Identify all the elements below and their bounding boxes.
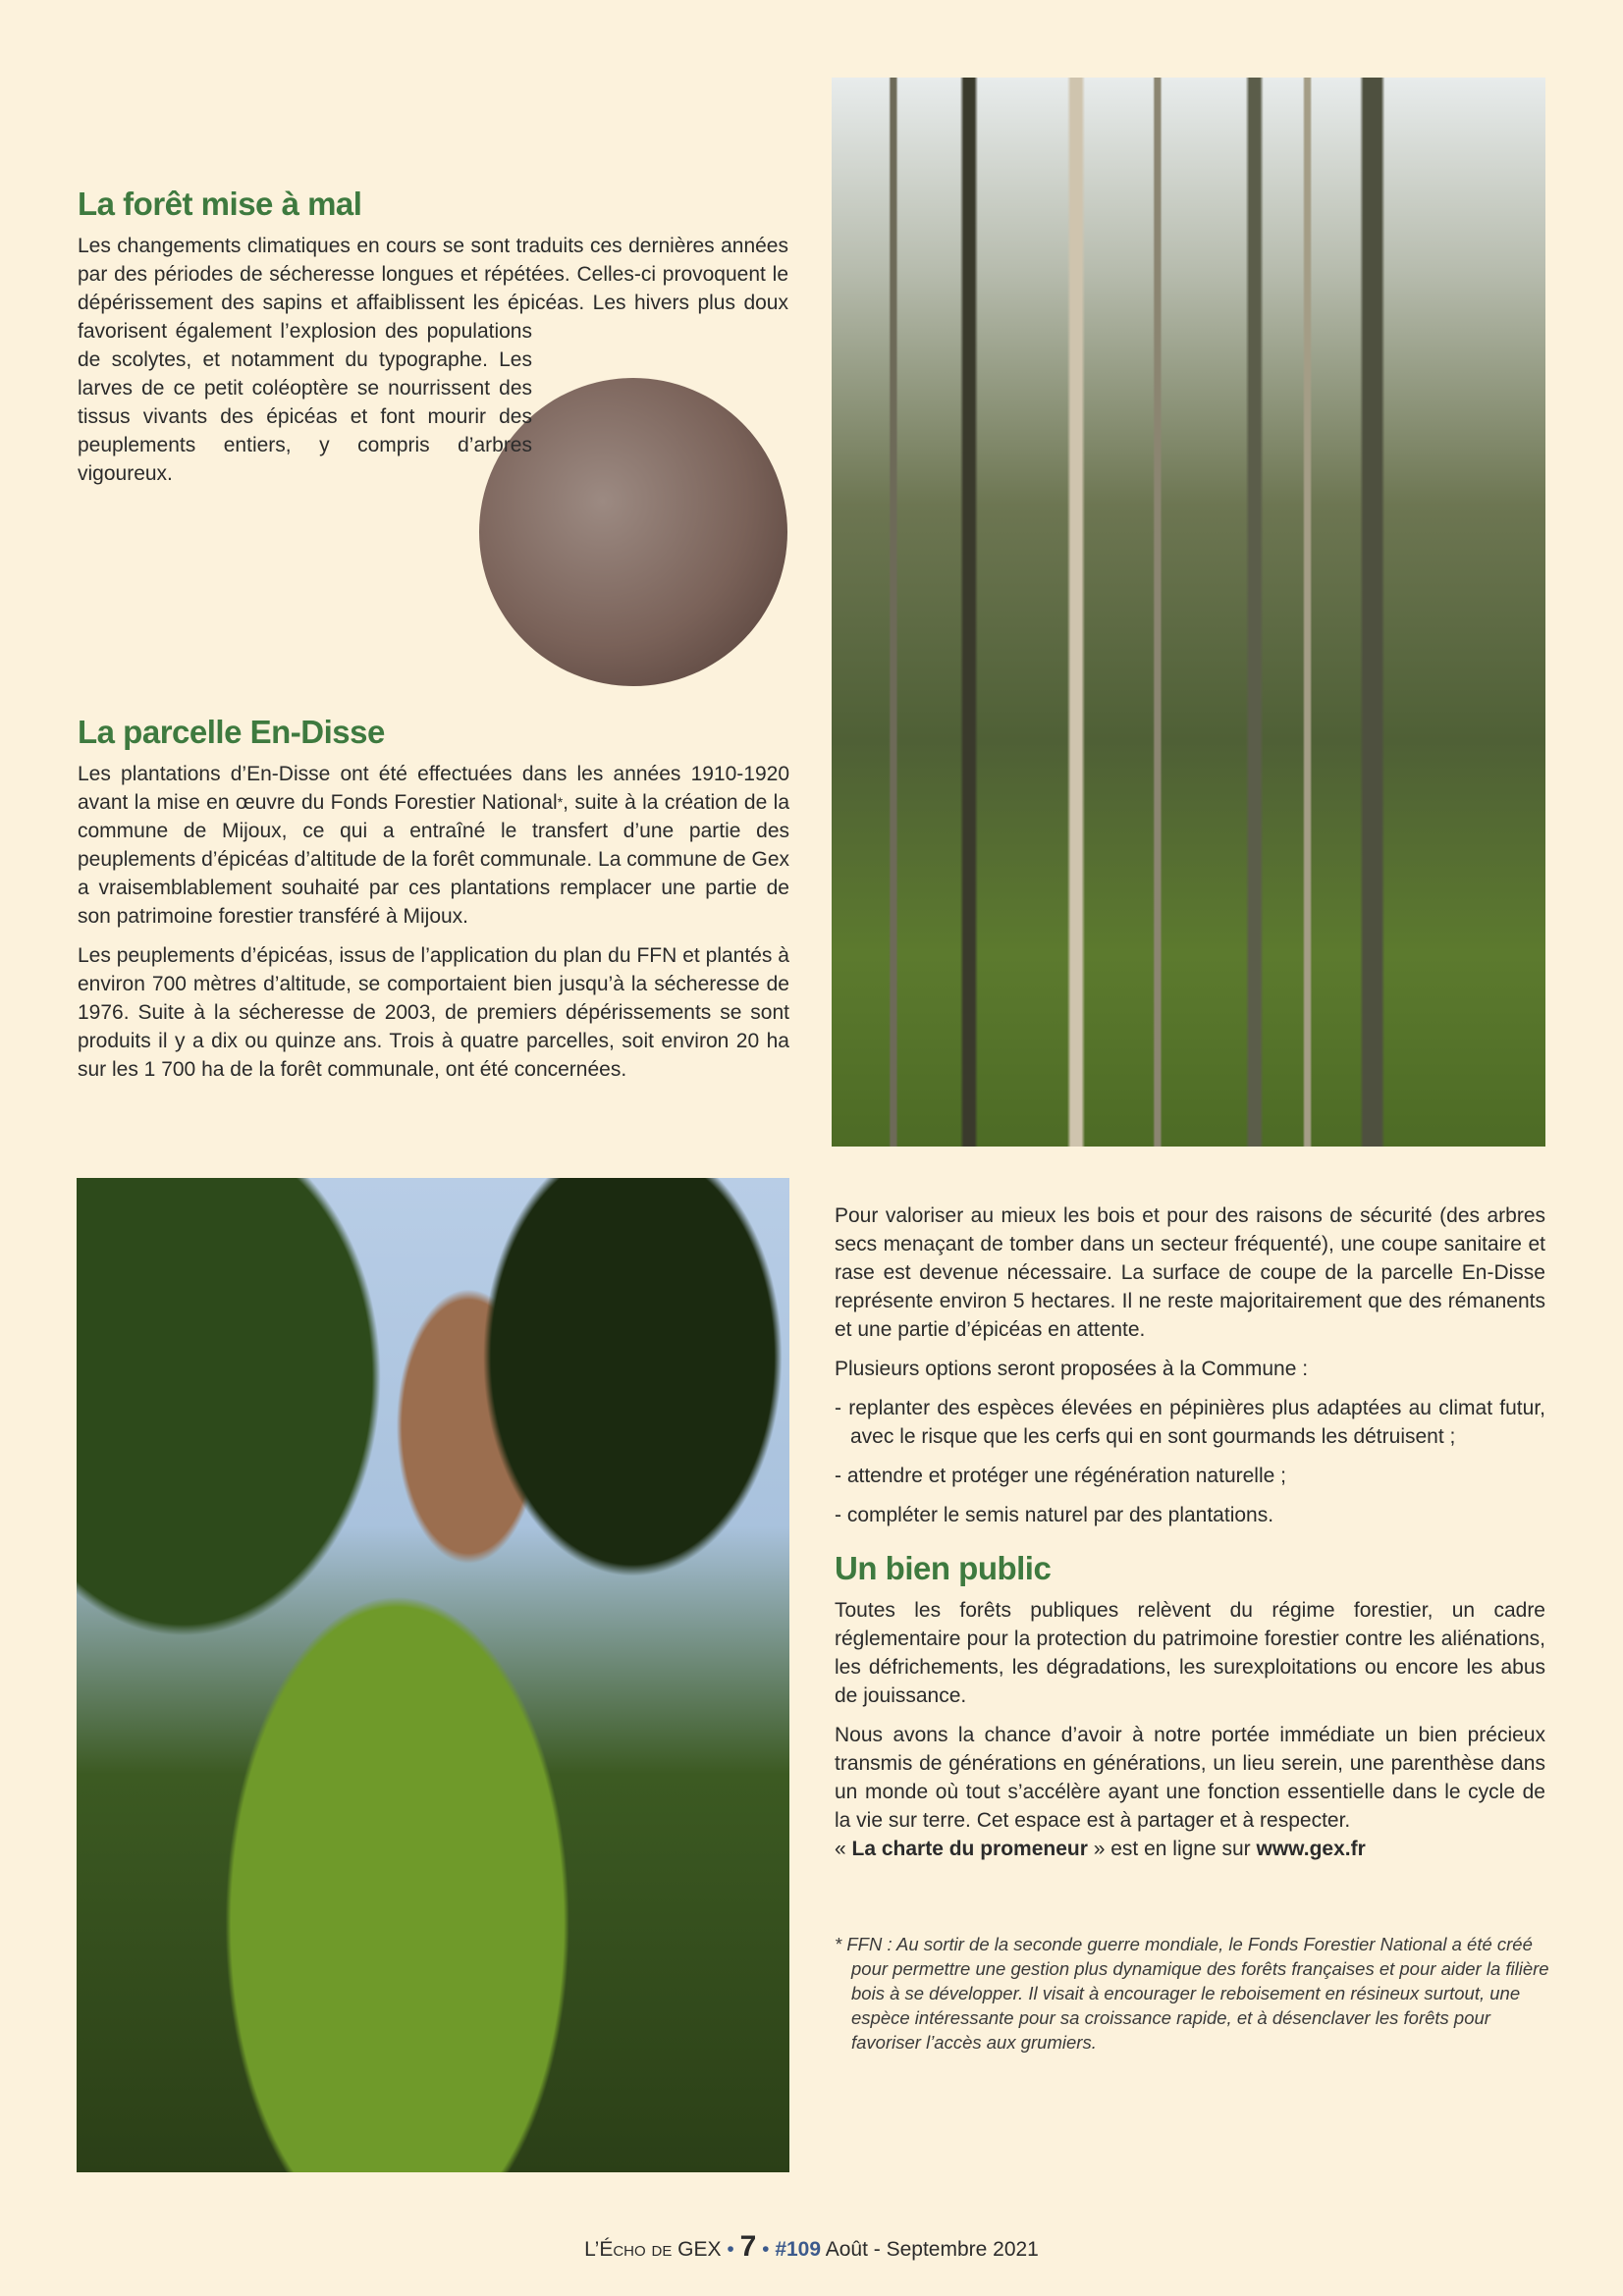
section-paragraph: Plusieurs options seront proposées à la Commune : — [835, 1358, 1309, 1380]
issue-date: Août - Septembre 2021 — [825, 2238, 1039, 2261]
section-title: La parcelle En-Disse — [78, 714, 385, 750]
section-foret-mise-a-mal — [78, 185, 789, 562]
section-parcelle-en-disse — [78, 713, 789, 1095]
forest-photo-tall-trees — [832, 78, 1545, 1147]
section-paragraph: Les plantations d’En-Disse ont été effectuées dans les années 1910-1920 avant la mise en œuvre du Fonds Forestier National*, suite à la création de la commune de Mijoux, ce qui a entraîné le transfert d’une partie des peuplements d’épicéas d’altitude de la forêt communale. La commune de Gex a vraisemblablement souhaité par ces plantations remplacer une partie de son patrimoine forestier transféré à Mijoux. — [78, 763, 789, 928]
section-paragraph: Toutes les forêts publiques relèvent du régime forestier, un cadre réglementaire pour la protection du patrimoine forestier contre les aliénations, les défrichements, les dégradations, les surexploitations ou encore les abus de jouissance. — [835, 1599, 1545, 1707]
section-paragraph: Pour valoriser au mieux les bois et pour des raisons de sécurité (des arbres secs menaçant de tomber dans un secteur fréquenté), une coupe sanitaire et rase est devenue nécessaire. La surface de coupe de la parcelle En-Disse représente environ 5 hectares. Il ne reste majoritairement que des rémanents et une partie d’épicéas en attente. — [835, 1204, 1545, 1341]
section-bien-public — [835, 1549, 1545, 1874]
section-paragraph: Les peuplements d’épicéas, issus de l’application du plan du FFN et plantés à environ 700 mètres d’altitude, se comportaient bien jusqu’à la sécheresse de 1976. Suite à la sécheresse de 2003, de premiers dépérissements se sont produits il y a dix ou quinze ans. Trois à quatre parcelles, soit environ 20 ha sur les 1 700 ha de la forêt communale, ont été concernées. — [78, 944, 789, 1081]
footnote: * FFN : Au sortir de la seconde guerre mondiale, le Fonds Forestier National a été créé pour permettre une gestion plus dynamique des forêts françaises et pour aider la filière bois à se développer. Il visait à encourager le reboisement en résineux surtout, une espèce intéressante pour sa croissance rapide, et à désenclaver les forêts pour favoriser l’accès aux grumiers. — [835, 1934, 1549, 2053]
option-item: - compléter le semis naturel par des plantations. — [835, 1504, 1274, 1526]
section-paragraph: « La charte du promeneur » est en ligne sur www.gex.fr — [835, 1838, 1366, 1860]
publication-name: L’Écho de GEX — [584, 2238, 722, 2261]
website-link[interactable]: www.gex.fr — [1256, 1838, 1366, 1860]
section-coupe — [835, 1201, 1545, 1540]
footnote-marker: * — [557, 794, 564, 810]
forest-canopy-photo — [77, 1178, 789, 2172]
option-item: - attendre et protéger une régénération naturelle ; — [835, 1465, 1286, 1487]
section-body: Les changements climatiques en cours se sont traduits ces dernières années par des périodes de sécheresse longues et répétées. Celles-ci provoquent le dépérissement des sapins et affaiblissent les épicéas. Les hivers plus doux favorisent également l’explosion des populations de scolytes, et notamment du typographe. Les larves de ce petit coléoptère se nourrissent des tissus vivants des épicéas et font mourir des peuplements entiers, y compris d’arbres vigoureux. — [78, 235, 788, 485]
section-title: La forêt mise à mal — [78, 186, 362, 222]
section-title: Un bien public — [835, 1550, 1052, 1586]
page-number: 7 — [739, 2230, 757, 2263]
option-item: - replanter des espèces élevées en pépinières plus adaptées au climat futur, avec le risque que les cerfs qui en sont gourmands les détruisent ; — [835, 1397, 1545, 1448]
issue-number: #109 — [775, 2238, 822, 2261]
charte-link[interactable]: La charte du promeneur — [851, 1838, 1088, 1860]
footnote-marker: * — [835, 1934, 842, 1954]
page-footer: L’Écho de GEX • 7 • #109 Août - Septembre 2021 — [584, 2230, 1039, 2263]
section-paragraph: Nous avons la chance d’avoir à notre portée immédiate un bien précieux transmis de générations en générations, un lieu serein, une parenthèse dans un monde où tout s’accélère ayant une fonction essentielle dans le cycle de la vie sur terre. Cet espace est à partager et à respecter. — [835, 1724, 1545, 1832]
